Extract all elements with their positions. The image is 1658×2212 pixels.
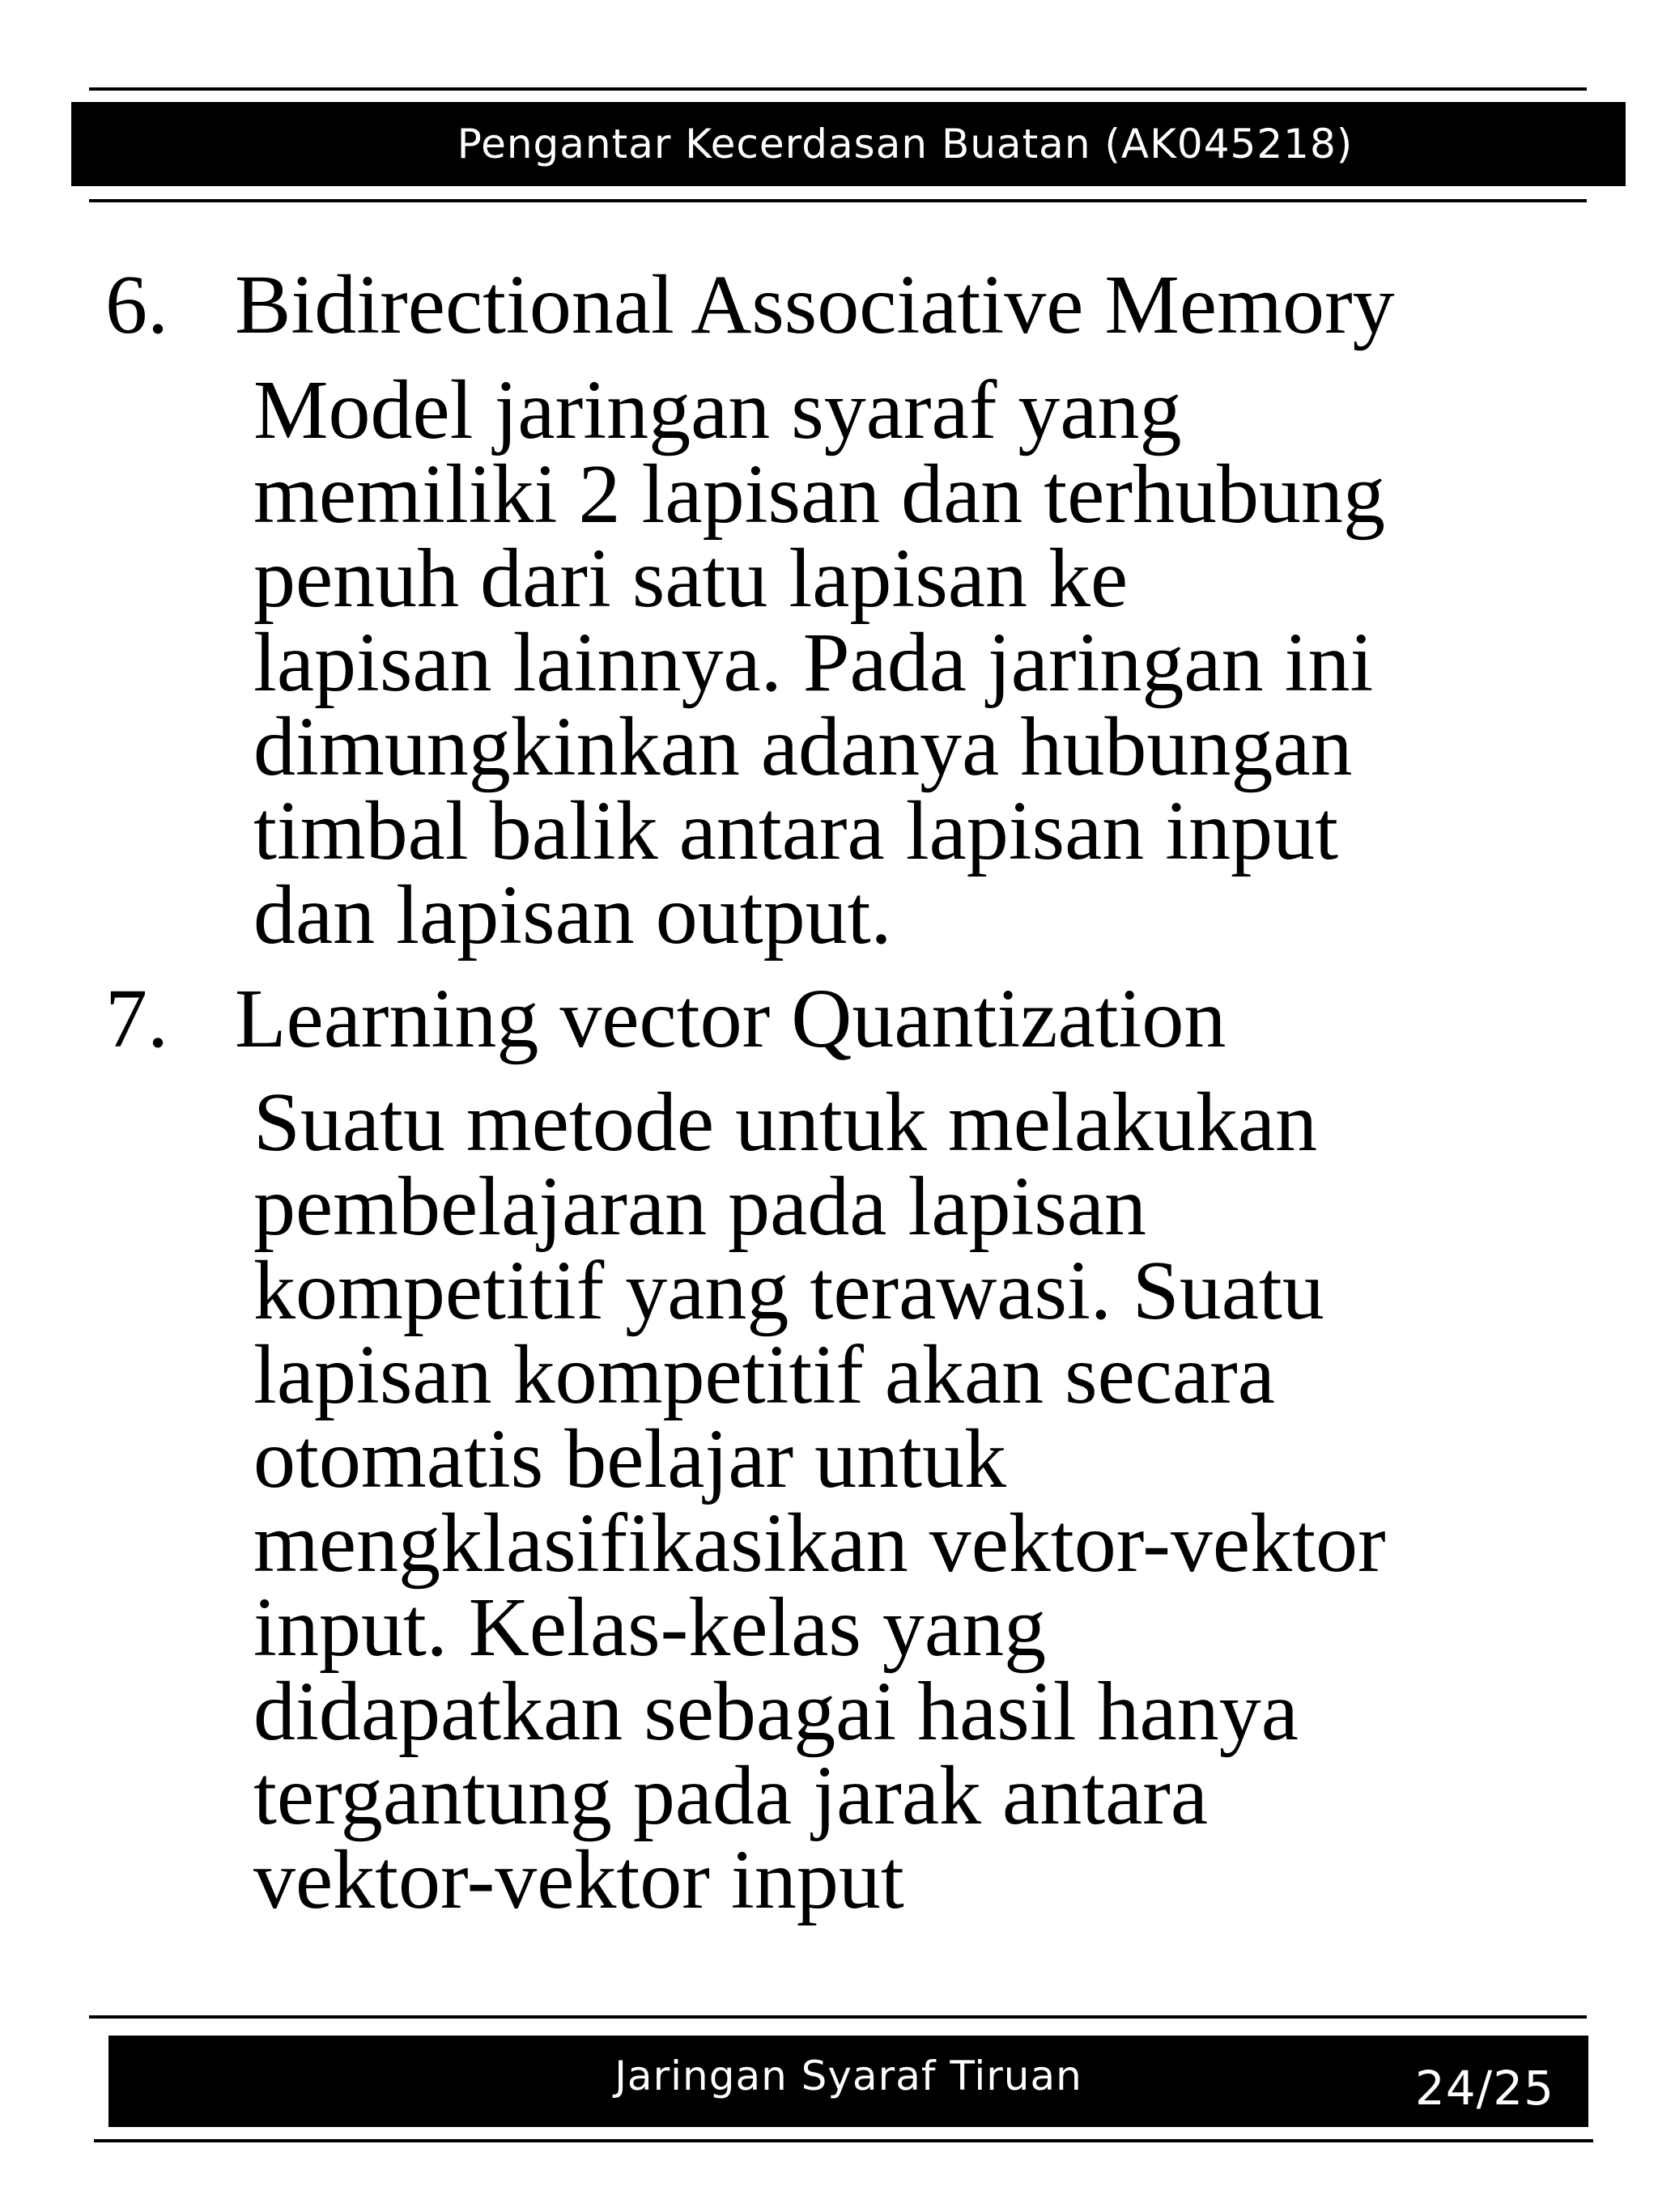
description-line: memiliki 2 lapisan dan terhubung bbox=[253, 448, 1385, 541]
description-line: kompetitif yang terawasi. Suatu bbox=[253, 1244, 1324, 1337]
page-number: 24/25 bbox=[1414, 2061, 1554, 2116]
description-line: otomatis belajar untuk bbox=[253, 1412, 1007, 1505]
description-line: vektor-vektor input bbox=[253, 1833, 904, 1926]
header-bar bbox=[71, 102, 1626, 186]
footer-bar bbox=[108, 2036, 1588, 2127]
description-line: input. Kelas-kelas yang bbox=[253, 1581, 1047, 1674]
description-line: didapatkan sebagai hasil hanya bbox=[253, 1665, 1299, 1758]
footer-top-rule bbox=[89, 2015, 1587, 2019]
header-top-rule bbox=[89, 87, 1587, 91]
page-header-title: Pengantar Kecerdasan Buatan (AK045218) bbox=[457, 121, 1354, 168]
list-item-description bbox=[253, 1076, 1658, 1926]
list-item-number: 7. bbox=[105, 972, 168, 1065]
list-item-number: 6. bbox=[105, 258, 168, 351]
description-line: tergantung pada jarak antara bbox=[253, 1749, 1209, 1842]
list-item-description bbox=[253, 363, 1658, 962]
description-line: Suatu metode untuk melakukan bbox=[253, 1076, 1318, 1169]
list-item-heading bbox=[105, 258, 1395, 351]
list-item-title: Learning vector Quantization bbox=[235, 972, 1226, 1065]
description-line: dan lapisan output. bbox=[253, 868, 892, 962]
description-line: timbal balik antara lapisan input bbox=[253, 784, 1339, 877]
description-line: dimungkinkan adanya hubungan bbox=[253, 700, 1353, 793]
header-bottom-rule bbox=[89, 199, 1587, 202]
description-line: lapisan lainnya. Pada jaringan ini bbox=[253, 616, 1374, 709]
list-item-title: Bidirectional Associative Memory bbox=[235, 258, 1395, 351]
footer-title: Jaringan Syaraf Tiruan bbox=[614, 2053, 1082, 2099]
description-line: mengklasifikasikan vektor-vektor bbox=[253, 1497, 1386, 1590]
description-line: penuh dari satu lapisan ke bbox=[253, 532, 1129, 625]
list-item-heading bbox=[105, 974, 1226, 1064]
description-line: pembelajaran pada lapisan bbox=[253, 1160, 1147, 1253]
description-line: lapisan kompetitif akan secara bbox=[253, 1328, 1275, 1421]
footer-bottom-rule bbox=[94, 2139, 1593, 2142]
description-line: Model jaringan syaraf yang bbox=[253, 363, 1182, 456]
